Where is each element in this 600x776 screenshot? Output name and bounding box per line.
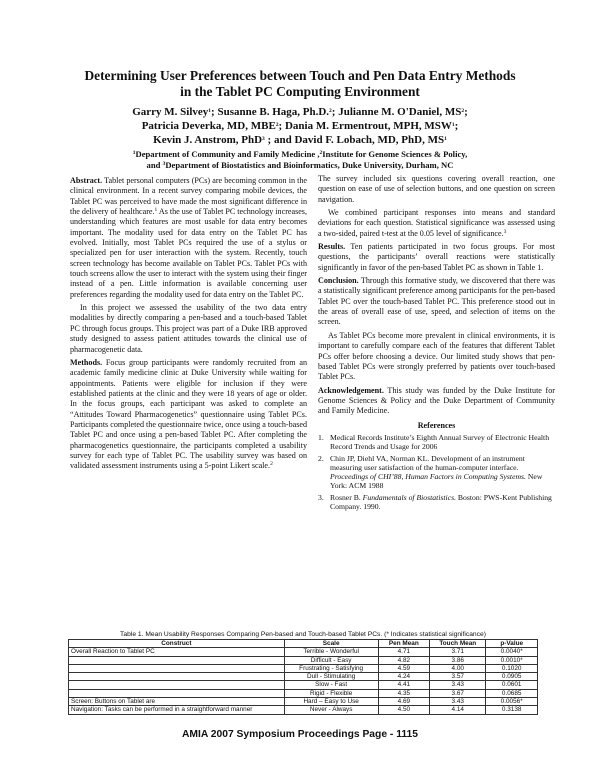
table-cell: 3.43 xyxy=(430,681,486,689)
table-cell: 4.59 xyxy=(378,664,430,672)
citation-sup: 2 xyxy=(270,461,273,468)
reference-item xyxy=(318,454,555,491)
reference-number: 3. xyxy=(318,492,324,502)
affil-text: Institute for Genome Sciences & Policy, xyxy=(322,149,468,159)
author-sep: ; xyxy=(454,120,459,132)
title-line-2: in the Tablet PC Computing Environment xyxy=(180,84,420,99)
column-header: Scale xyxy=(284,640,378,648)
table-cell: 0.0040* xyxy=(486,648,538,656)
table-row xyxy=(69,673,538,681)
table-cell: Overall Reaction to Tablet PC xyxy=(69,648,285,656)
author-list xyxy=(40,105,560,147)
reference-text: Chin JP, Diehl VA, Norman KL. Development of an instrument measuring user satisfaction of the human-computer interface. xyxy=(330,453,525,472)
author-sep: ; xyxy=(278,120,285,132)
table-cell: 4.00 xyxy=(430,664,486,672)
methods-text: Focus group participants were randomly recruited from an academic family medicine clinic at Duke University while waiting for appointments. Patients were eligible for inclusion if they were established patients at the clinic and they were 18 years of age or older. In the focus groups, each participant was asked to complete an “Attitudes Toward Pharmacogenetics” questionnaire using Tablet PCs. Participants completed the questionnaire twice, once using a touch-based Tablet PC and once using a pen-based Tablet PC. After completing the pharmacogenetics questionnaire, the participants completed a usability survey for each type of Tablet PC. The usability survey was based on validated assessment instruments using a 5-point Likert scale. xyxy=(70,357,307,471)
table-row xyxy=(69,648,538,656)
reference-italic: Proceedings of CHI’88, Human Factors in Computing Systems. xyxy=(330,472,526,482)
table-cell: 4.41 xyxy=(378,681,430,689)
methods-heading: Methods. xyxy=(70,357,103,367)
table-header-row xyxy=(69,640,538,648)
affil-text: and xyxy=(146,160,163,170)
reference-italic: Fundamentals of Biostatistics. xyxy=(362,492,456,502)
results-table xyxy=(68,639,538,715)
table-cell: 0.0905 xyxy=(486,673,538,681)
table-cell xyxy=(69,681,285,689)
author-sep: ; xyxy=(211,106,218,118)
table-cell: Difficult - Easy xyxy=(284,656,378,664)
results-text: Ten patients participated in two focus groups. For most questions, the participants’ overall reactions were statistically significantly in favor of the pen-based Tablet PC as shown in Table 1. xyxy=(318,242,555,272)
page-footer: AMIA 2007 Symposium Proceedings Page - 1115 xyxy=(182,729,418,740)
reference-text: Medical Records Institute’s Eighth Annual Survey of Electronic Health Record Trends and Usage for 2006 xyxy=(330,432,550,452)
title-line-1: Determining User Preferences between Touch and Pen Data Entry Methods xyxy=(84,68,516,83)
table-cell xyxy=(69,656,285,664)
author-sep: ; xyxy=(464,106,468,118)
table-cell: Slow - Fast xyxy=(284,681,378,689)
author-name: Susanne B. Haga, Ph.D. xyxy=(217,106,330,118)
abstract-paragraph-2: In this project we assessed the usability of the two data entry modalities by directly comparing a pen-based and a touch-based Tablet PC through focus groups. This project was part of a Duke IRB approved study designed to assess patient attitudes towards the clinical use of pharmacogenetic data. xyxy=(70,303,307,354)
table-row xyxy=(69,689,538,697)
reference-number: 1. xyxy=(318,432,324,442)
acknowledgement-heading: Acknowledgement. xyxy=(318,385,384,395)
author-name: Dania M. Ermentrout, MPH, MSW xyxy=(284,120,452,132)
table-cell: 0.0601 xyxy=(486,681,538,689)
table-cell: 0.3138 xyxy=(486,706,538,714)
author-name: David F. Lobach, MD, PhD, MS xyxy=(294,134,445,146)
table-cell xyxy=(69,664,285,672)
table-cell: Dull - Stimulating xyxy=(284,673,378,681)
table-cell: 4.71 xyxy=(378,648,430,656)
reference-text: Boston: PWS-Kent Publishing Company. 1990. xyxy=(330,492,552,511)
author-sep: ; xyxy=(331,106,339,118)
results-paragraph xyxy=(318,242,555,273)
methods-continued: The survey included six questions covering overall reaction, one question on ease of use of selection buttons, and one question on screen navigation. xyxy=(318,174,555,204)
abstract-text: Tablet personal computers (PCs) are becoming common in the clinical environment. In a recent survey comparing mobile devices, the Tablet PC was perceived to have made the most significant difference in the delivery of healthcare. xyxy=(70,176,307,217)
abstract-heading: Abstract. xyxy=(70,176,103,185)
table-cell: 3.67 xyxy=(430,689,486,697)
table-cell: 0.0010* xyxy=(486,656,538,664)
table-cell: 0.0685 xyxy=(486,689,538,697)
acknowledgement-paragraph xyxy=(318,386,555,417)
author-affil-sup: 2 xyxy=(275,122,279,128)
paper-title xyxy=(40,68,560,100)
author-sep: ; and xyxy=(264,134,295,146)
author-line-1 xyxy=(40,105,560,119)
table-cell: Never - Always xyxy=(284,706,378,714)
author-name: Julianne M. O'Daniel, MS xyxy=(338,106,462,118)
table-cell: 4.82 xyxy=(378,656,430,664)
references-heading: References xyxy=(417,420,456,430)
table-row xyxy=(69,698,538,706)
affiliation-line-2 xyxy=(40,160,560,171)
table-caption: Table 1. Mean Usability Responses Comparing Pen-based and Touch-based Tablet PCs. (* Indicates statistical significance) xyxy=(120,631,486,638)
acknowledgement-text: This study was funded by the Duke Institute for Genome Sciences & Policy and the Duke Department of Community and Family Medicine. xyxy=(318,385,555,416)
author-affil-sup: 2 xyxy=(461,108,465,114)
column-header: Touch Mean xyxy=(430,640,486,648)
abstract-text: As the use of Tablet PC technology increases, understanding which features are most usable for data entry becomes important. The modality used for data entry on the Tablet PC has evolved. Initially, most Tablet PCs required the use of a stylus or specialized pen for user interaction with the system. Recently, touch screen technology has become available on Tablet PCs. Tablet PCs with touch screens allow the user to interact with the system using their finger instead of a pen. Little information is available concerning user preferences regarding the modality used for data entry on the Tablet PC. xyxy=(70,207,307,299)
affil-text: Department of Community and Family Medicine , xyxy=(135,149,320,159)
reference-item xyxy=(318,493,555,512)
author-affil-sup: 2 xyxy=(329,108,332,114)
table-row xyxy=(69,664,538,672)
table-cell: Rigid - Flexible xyxy=(284,689,378,697)
conclusion-paragraph xyxy=(318,276,555,328)
author-name: Kevin J. Anstrom, PhD xyxy=(153,134,263,146)
reference-item xyxy=(318,433,555,452)
table-row xyxy=(69,656,538,664)
table-cell: Navigation: Tasks can be performed in a straightforward manner xyxy=(69,706,285,714)
table-cell: 4.14 xyxy=(430,706,486,714)
affiliations xyxy=(40,149,560,171)
table-cell: 4.24 xyxy=(378,673,430,681)
column-header: Construct xyxy=(69,640,285,648)
citation-sup: 1 xyxy=(154,207,158,214)
author-name: Patricia Deverka, MD, MBE xyxy=(141,120,276,132)
table-cell: Hard – Easy to Use xyxy=(284,698,378,706)
affil-sup: 2 xyxy=(319,150,323,156)
table-cell: 3.86 xyxy=(430,656,486,664)
column-header: p-Value xyxy=(486,640,538,648)
methods-paragraph-2 xyxy=(318,208,555,239)
left-column xyxy=(70,176,307,475)
conclusion-text: Through this formative study, we discovered that there was a statistically significant preference among participants for the pen-based Tablet PC over the touch-based Tablet PC. This preference stood out in the areas of overall ease of use, speed, and selection of items on the screen. xyxy=(318,276,555,327)
conclusion-heading: Conclusion. xyxy=(318,276,359,286)
right-column xyxy=(318,174,555,513)
table-cell: 4.50 xyxy=(378,706,430,714)
table-cell xyxy=(69,689,285,697)
author-affil-sup: 1 xyxy=(444,136,447,142)
author-line-2 xyxy=(40,119,560,133)
author-affil-sup: 1 xyxy=(208,108,212,114)
table-row xyxy=(69,681,538,689)
table-cell: 3.43 xyxy=(430,698,486,706)
table-cell: Screen: Buttons on Tablet are xyxy=(69,698,285,706)
methods-paragraph xyxy=(70,358,307,472)
table-cell xyxy=(69,673,285,681)
table-cell: 0.0056* xyxy=(486,698,538,706)
methods-text: We combined participant responses into means and standard deviations for each question. Statistical significance was assessed using a two-sided, paired t-test at the 0.05 level of significance. xyxy=(318,208,555,238)
abstract-paragraph xyxy=(70,176,307,300)
table-cell: 0.1020 xyxy=(486,664,538,672)
reference-text: New York: ACM 1988 xyxy=(330,472,543,491)
affil-sup: 3 xyxy=(162,161,166,167)
table-cell: 3.71 xyxy=(430,648,486,656)
reference-text: Rosner B. xyxy=(330,492,363,502)
affil-text: Department of Biostatistics and Bioinformatics, Duke University, Durham, NC xyxy=(165,160,454,170)
reference-number: 2. xyxy=(318,453,324,463)
author-affil-sup: 3 xyxy=(262,136,265,142)
results-heading: Results. xyxy=(318,242,346,252)
table-cell: 4.35 xyxy=(378,689,430,697)
conclusion-paragraph-2: As Tablet PCs become more prevalent in clinical environments, it is important to carefully compare each of the features that different Tablet PCs offer before choosing a device. Our limited study shows that pen-based Tablet PCs were strongly preferred by patients over touch-based Tablet PCs. xyxy=(318,330,555,382)
column-header: Pen Mean xyxy=(378,640,430,648)
table-cell: 3.57 xyxy=(430,673,486,681)
author-affil-sup: 1 xyxy=(451,122,455,128)
table-cell: Terrible - Wonderful xyxy=(284,648,378,656)
table-row xyxy=(69,706,538,714)
affiliation-line-1 xyxy=(40,149,560,160)
table-cell: Frustrating - Satisfying xyxy=(284,664,378,672)
author-name: Garry M. Silvey xyxy=(132,106,209,118)
affil-sup: 1 xyxy=(132,150,136,156)
table-cell: 4.69 xyxy=(378,698,430,706)
citation-sup: 3 xyxy=(503,228,507,235)
author-line-3 xyxy=(40,133,560,147)
reference-list xyxy=(318,433,555,511)
